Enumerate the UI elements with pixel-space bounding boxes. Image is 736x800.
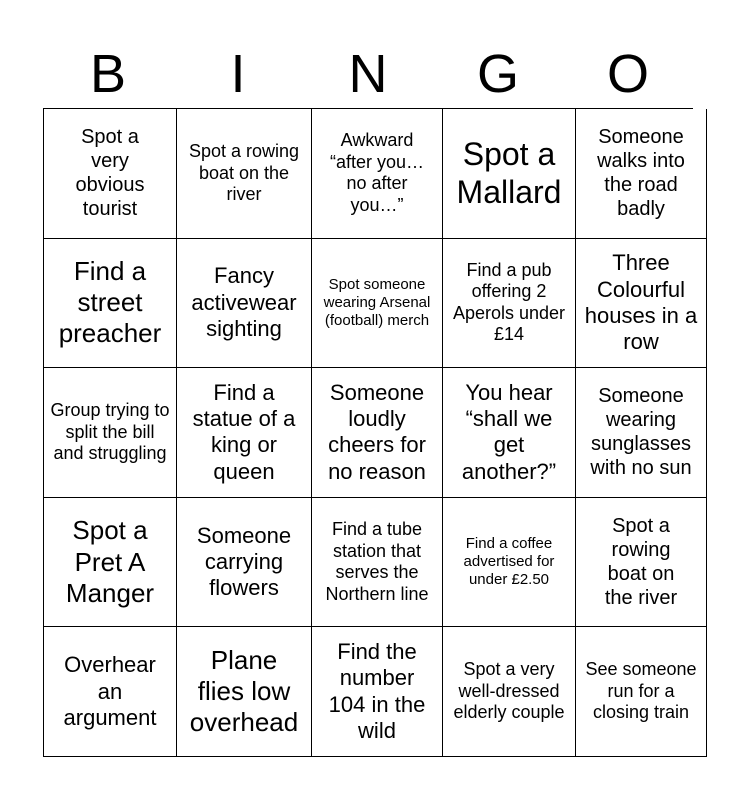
bingo-cell[interactable] (443, 109, 576, 239)
cell-text: Group trying to split the bill and struggling (50, 400, 170, 464)
cell-text: Spot a very obvious tourist (75, 126, 145, 221)
cell-text: Fancy activewear sighting (191, 263, 297, 342)
bingo-cell[interactable] (443, 498, 576, 628)
header-letter-g: G (476, 44, 519, 104)
cell-text: Spot a Mallard (456, 135, 562, 211)
cell-text: Spot a Pret A Manger (65, 515, 155, 608)
cell-text: See someone run for a closing train (585, 659, 697, 723)
cell-text: Spot a rowing boat on the river (604, 515, 678, 610)
bingo-cell[interactable] (44, 627, 177, 757)
bingo-cell[interactable] (312, 627, 443, 757)
cell-text: Someone carrying flowers (196, 522, 292, 601)
header-letter-o: O (606, 44, 649, 104)
cell-text: Spot a rowing boat on the river (188, 140, 300, 205)
cell-text: Overhear an argument (63, 652, 157, 730)
cell-text: Someone walks into the road badly (597, 126, 685, 221)
bingo-cell[interactable] (443, 627, 576, 757)
cell-text: Find the number 104 in the wild (328, 638, 426, 744)
bingo-header (43, 40, 693, 108)
cell-text: Find a street preacher (58, 256, 162, 349)
cell-text: Spot someone wearing Arsenal (football) merch (323, 275, 431, 329)
bingo-cell[interactable] (44, 498, 177, 628)
bingo-cell[interactable] (312, 239, 443, 369)
bingo-cell[interactable] (177, 627, 312, 757)
header-letter-n: N (348, 44, 388, 104)
header-letter-b: B (89, 44, 127, 104)
bingo-cell[interactable] (576, 109, 707, 239)
cell-text: Someone wearing sunglasses with no sun (590, 385, 692, 480)
cell-text: You hear “shall we get another?” (461, 379, 557, 484)
bingo-cell[interactable] (312, 498, 443, 628)
cell-text: Plane flies low overhead (189, 644, 299, 738)
bingo-cell[interactable] (443, 368, 576, 498)
bingo-cell[interactable] (177, 498, 312, 628)
bingo-cell[interactable] (576, 498, 707, 628)
bingo-cell[interactable] (177, 239, 312, 369)
cell-text: Awkward “after you… no after you…” (329, 130, 425, 215)
bingo-cell[interactable] (312, 109, 443, 239)
bingo-cell[interactable] (576, 239, 707, 369)
bingo-cell[interactable] (44, 109, 177, 239)
cell-text: Spot a very well-dressed elderly couple (453, 659, 565, 723)
bingo-cell[interactable] (44, 239, 177, 369)
cell-text: Find a coffee advertised for under £2.50 (463, 535, 555, 589)
bingo-cell[interactable] (576, 368, 707, 498)
bingo-cell[interactable] (177, 368, 312, 498)
bingo-cell[interactable] (576, 627, 707, 757)
bingo-cell[interactable] (44, 368, 177, 498)
bingo-cell[interactable] (312, 368, 443, 498)
cell-text: Find a statue of a king or queen (192, 379, 296, 484)
bingo-cell[interactable] (443, 239, 576, 369)
header-letter-i: I (230, 44, 246, 104)
cell-text: Find a tube station that serves the Northern line (325, 518, 429, 604)
bingo-cell[interactable] (177, 109, 312, 239)
bingo-grid (43, 108, 698, 757)
cell-text: Three Colourful houses in a row (584, 250, 698, 355)
cell-text: Find a pub offering 2 Aperols under £14 (452, 259, 566, 345)
cell-text: Someone loudly cheers for no reason (328, 379, 426, 484)
